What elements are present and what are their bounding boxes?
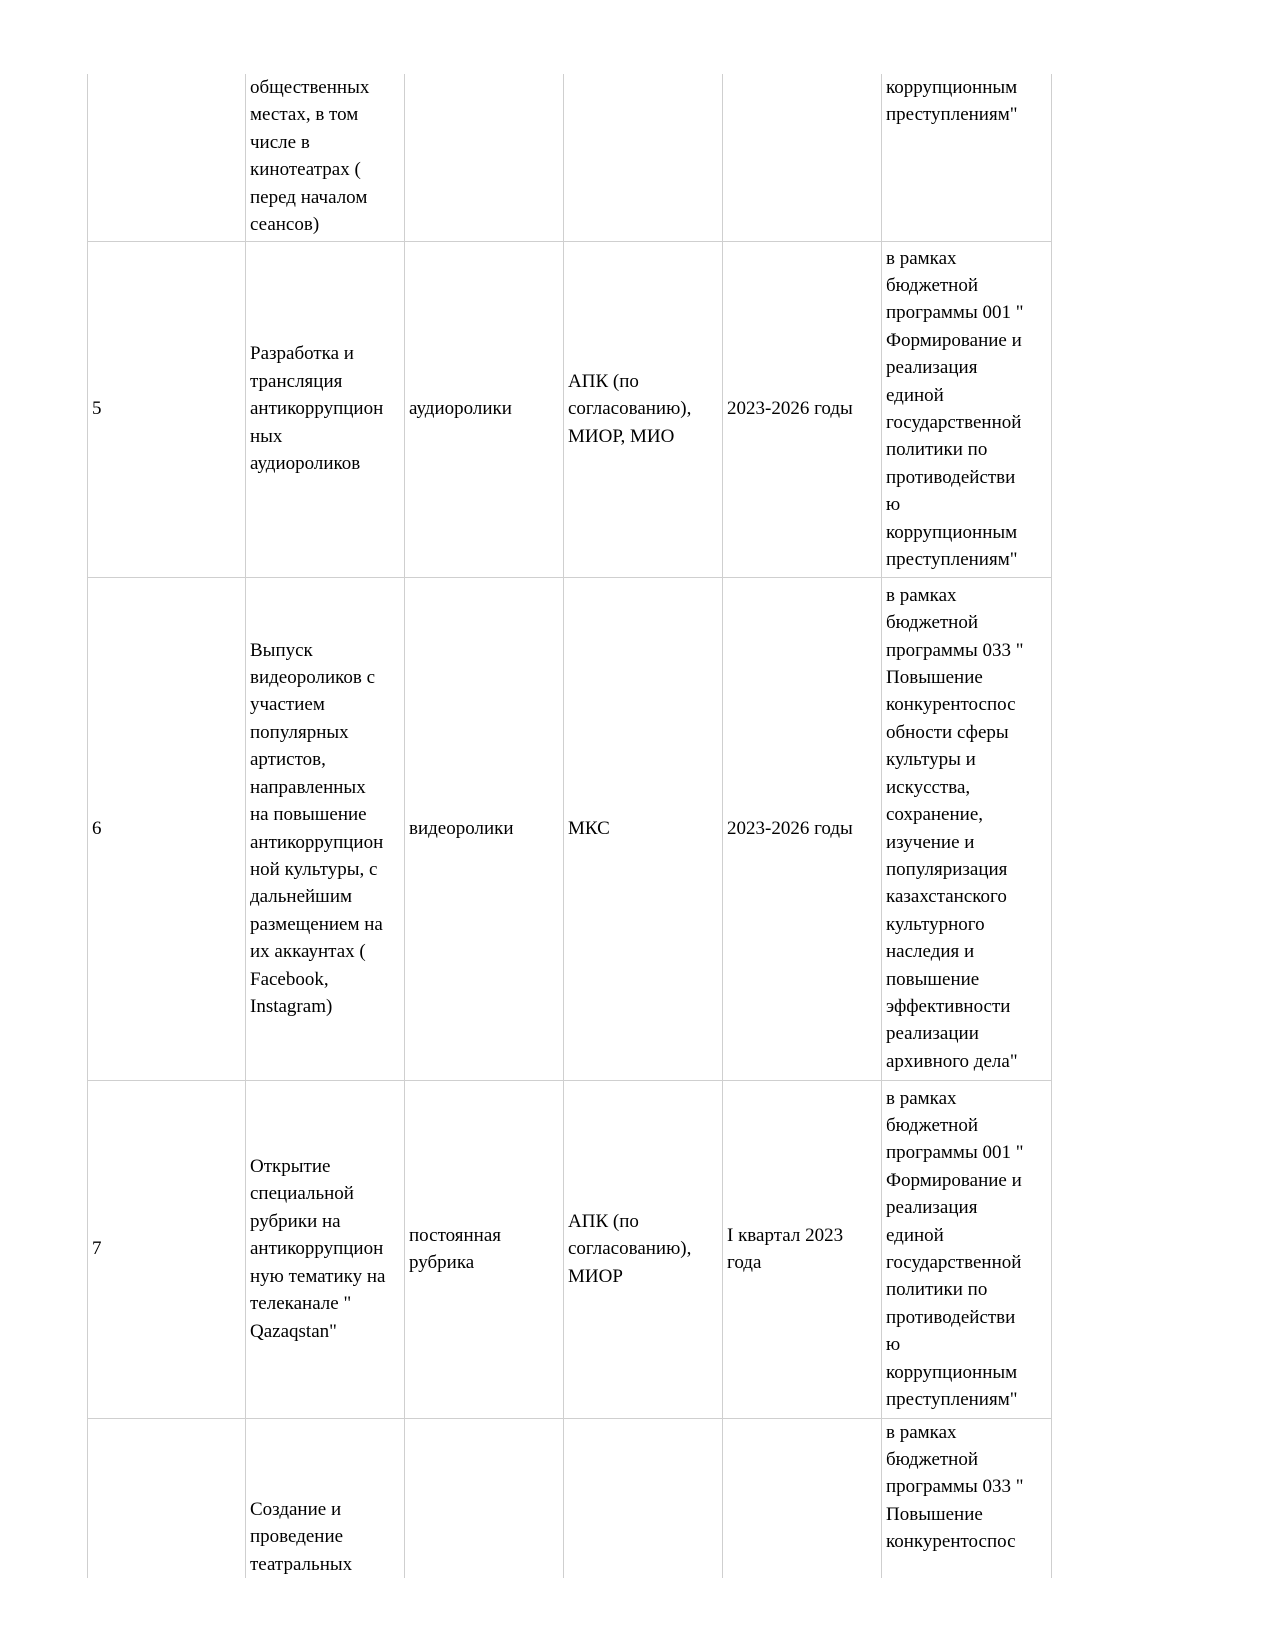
funding-source-cell <box>882 241 1052 577</box>
responsible-cell <box>564 1418 723 1578</box>
form-cell <box>405 1080 564 1418</box>
table-row <box>88 241 1052 577</box>
deadline-cell <box>723 577 882 1080</box>
responsible-cell <box>564 1080 723 1418</box>
row-number-cell <box>88 1080 246 1418</box>
deadline-text: I квартал 2023 года <box>727 1224 844 1273</box>
responsible-cell <box>564 74 723 241</box>
funding-source-text: в рамках бюджетной программы 001 " Формирование и реализация единой государственной политики по противодействи ю коррупционным преступлениям" <box>886 247 1024 571</box>
table-row <box>88 1080 1052 1418</box>
deadline-cell <box>723 1080 882 1418</box>
form-cell <box>405 1418 564 1578</box>
form-text: аудиоролики <box>409 398 512 420</box>
form-text: постоянная рубрика <box>409 1224 502 1273</box>
activity-cell <box>246 241 405 577</box>
activity-text: Разработка и трансляция антикоррупцион ных аудиороликов <box>250 343 384 475</box>
responsible-text: МКС <box>568 817 610 839</box>
activity-text: Открытие специальной рубрики на антикоррупцион ную тематику на телеканале " Qazaqstan" <box>250 1156 386 1342</box>
row-number-cell <box>88 577 246 1080</box>
responsible-text: АПК (по согласованию), МИОР <box>568 1210 692 1287</box>
row-number: 6 <box>92 817 102 839</box>
table-row <box>88 1418 1052 1578</box>
activity-text: общественных местах, в том числе в кинотеатрах ( перед началом сеансов) <box>250 77 370 236</box>
deadline-cell <box>723 241 882 577</box>
form-cell <box>405 241 564 577</box>
activity-cell <box>246 74 405 241</box>
funding-source-cell <box>882 577 1052 1080</box>
funding-source-text: в рамках бюджетной программы 033 " Повышение конкурентоспос <box>886 1421 1024 1553</box>
row-number-cell <box>88 74 246 241</box>
funding-source-text: в рамках бюджетной программы 033 " Повышение конкурентоспос обности сферы культуры и искусства, сохранение, изучение и популяризация казахстанского культурного наследия и повышение эффективности реализации архивного дела" <box>886 584 1024 1072</box>
responsible-cell <box>564 241 723 577</box>
funding-source-text: коррупционным преступлениям" <box>886 77 1018 126</box>
row-number-cell <box>88 1418 246 1578</box>
activity-cell <box>246 577 405 1080</box>
form-text: видеоролики <box>409 817 514 839</box>
activity-text: Создание и проведение театральных <box>250 1498 353 1575</box>
funding-source-cell <box>882 74 1052 241</box>
table-row <box>88 577 1052 1080</box>
activity-cell <box>246 1080 405 1418</box>
funding-source-cell <box>882 1080 1052 1418</box>
activity-text: Выпуск видеороликов с участием популярных артистов, направленных на повышение антикоррупцион ной культуры, с дальнейшим размещением на их аккаунтах ( Facebook, Instagram) <box>250 639 384 1017</box>
row-number-cell <box>88 241 246 577</box>
responsible-text: АПК (по согласованию), МИОР, МИО <box>568 370 692 447</box>
responsible-cell <box>564 577 723 1080</box>
row-number: 5 <box>92 398 102 420</box>
deadline-text: 2023-2026 годы <box>727 398 853 420</box>
funding-source-cell <box>882 1418 1052 1578</box>
deadline-cell <box>723 1418 882 1578</box>
funding-source-text: в рамках бюджетной программы 001 " Формирование и реализация единой государственной политики по противодействи ю коррупционным преступлениям" <box>886 1087 1024 1411</box>
table-row <box>88 74 1052 241</box>
row-number: 7 <box>92 1238 102 1260</box>
deadline-text: 2023-2026 годы <box>727 817 853 839</box>
form-cell <box>405 577 564 1080</box>
activity-cell <box>246 1418 405 1578</box>
deadline-cell <box>723 74 882 241</box>
measures-table <box>87 74 1052 1578</box>
form-cell <box>405 74 564 241</box>
